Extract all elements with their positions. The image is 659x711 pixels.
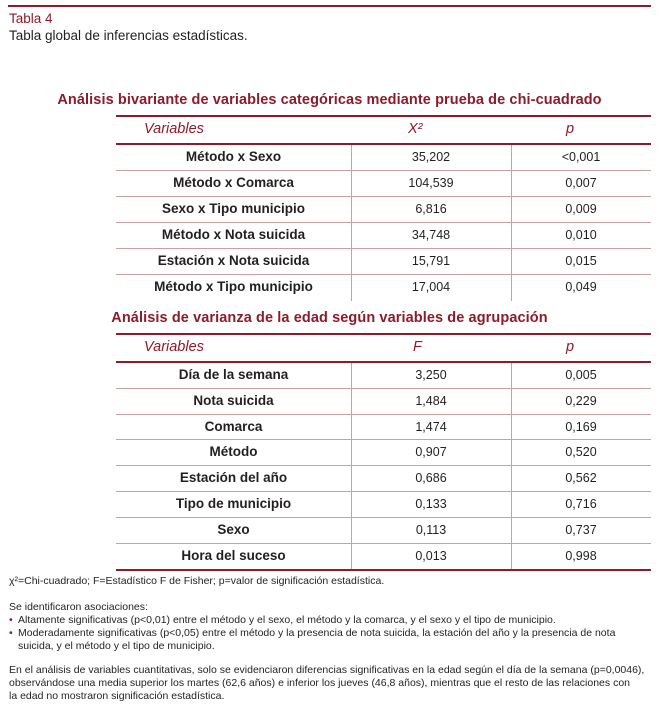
row-statistic: 34,748	[411, 228, 451, 242]
table-row	[116, 145, 651, 171]
row-statistic: 1,474	[415, 419, 447, 434]
row-statistic: 0,133	[415, 497, 447, 511]
table-row	[116, 197, 651, 223]
section2-header-variables: Variables	[144, 339, 204, 355]
row-variable: Sexo	[217, 521, 250, 537]
section1-header-p: p	[566, 121, 575, 137]
row-statistic: 104,539	[408, 176, 454, 190]
row-p-value: 0,562	[565, 471, 597, 486]
table-row	[116, 249, 651, 275]
final-paragraph-line-1: En el análisis de variables cuantitativas, solo se evidenciaron diferencias significativas en la edad según el día de la semana (p=0,0046),	[9, 664, 645, 676]
row-p-value: 0,229	[565, 393, 597, 408]
bullet-dot-icon: •	[9, 614, 13, 626]
section1-title: Análisis bivariante de variables categóricas mediante prueba de chi-cuadrado	[57, 92, 602, 108]
footnote-legend: χ²=Chi-cuadrado; F=Estadístico F de Fisher; p=valor de significación estadística.	[9, 575, 385, 587]
row-p-value: 0,520	[565, 445, 597, 460]
footnote-bullet-2-text-a: Moderadamente significativas (p<0,05) entre el método y la presencia de nota suicida, la estación del año y la presencia de nota	[18, 627, 616, 639]
final-paragraph-line-2: observándose una media superior los martes (62,6 años) e inferior los jueves (46,8 años), mientras que el resto de las relaciones con	[9, 677, 630, 689]
final-paragraph-line-3: la edad no mostraron significación estadística.	[9, 690, 225, 702]
footnote-intro: Se identificaron asociaciones:	[9, 601, 148, 613]
row-p-value: 0,010	[565, 228, 597, 242]
table-row	[116, 415, 651, 441]
section2-bottom-rule	[116, 569, 651, 571]
table-row	[116, 518, 651, 544]
footnote-bullet-2-text-b: suicida, y el método y el tipo de municipio.	[18, 640, 215, 652]
row-p-value: 0,049	[565, 280, 597, 294]
row-variable: Comarca	[204, 418, 263, 434]
top-rule	[8, 5, 651, 7]
section1-top-rule	[116, 115, 651, 117]
row-statistic: 0,013	[415, 548, 447, 563]
footnote-bullet-1-text: Altamente significativas (p<0,01) entre el método y el sexo, el método y la comarca, y el sexo y el tipo de municipio.	[18, 614, 556, 626]
table-title: Tabla global de inferencias estadísticas.	[9, 28, 248, 43]
row-variable: Sexo x Tipo municipio	[161, 201, 306, 216]
section2-header	[116, 336, 651, 360]
section1-header	[116, 118, 651, 142]
table-row	[116, 492, 651, 518]
section2-header-p: p	[566, 339, 575, 355]
row-p-value: 0,998	[565, 548, 597, 563]
row-variable: Nota suicida	[193, 392, 274, 408]
bullet-dot-icon: •	[9, 627, 13, 639]
row-p-value: 0,169	[565, 419, 597, 434]
row-variable: Método x Tipo municipio	[154, 279, 313, 294]
table-row	[116, 389, 651, 415]
section2-header-stat: F	[413, 339, 422, 355]
section1-header-variables: Variables	[144, 121, 204, 137]
table-row	[116, 466, 651, 492]
row-variable: Tipo de municipio	[175, 496, 292, 511]
section2-title: Análisis de varianza de la edad según variables de agrupación	[111, 310, 548, 326]
row-p-value: <0,001	[561, 150, 601, 164]
row-variable: Día de la semana	[178, 367, 289, 382]
section1-header-stat: X²	[408, 121, 423, 137]
table-label: Tabla 4	[9, 11, 53, 26]
row-p-value: 0,005	[565, 368, 597, 382]
row-variable: Método x Nota suicida	[161, 227, 306, 242]
row-statistic: 0,686	[415, 471, 447, 486]
row-p-value: 0,737	[565, 522, 597, 537]
row-variable: Hora del suceso	[181, 547, 286, 563]
table-row	[116, 223, 651, 249]
row-statistic: 3,250	[415, 368, 447, 382]
row-p-value: 0,009	[565, 202, 597, 216]
row-variable: Método x Comarca	[173, 175, 294, 190]
table-row	[116, 363, 651, 389]
row-statistic: 0,907	[415, 445, 447, 460]
table-row	[116, 275, 651, 301]
table-row	[116, 544, 651, 570]
row-p-value: 0,007	[565, 176, 597, 190]
row-statistic: 35,202	[411, 150, 451, 164]
row-p-value: 0,716	[565, 497, 597, 511]
row-statistic: 0,113	[415, 522, 447, 537]
table-row	[116, 440, 651, 466]
row-p-value: 0,015	[565, 254, 597, 268]
row-statistic: 1,484	[415, 393, 447, 408]
row-statistic: 17,004	[411, 280, 451, 294]
row-variable: Estación del año	[179, 470, 288, 486]
row-variable: Método x Sexo	[185, 149, 282, 164]
row-statistic: 15,791	[411, 254, 451, 268]
row-statistic: 6,816	[415, 202, 447, 216]
row-variable: Estación x Nota suicida	[157, 253, 310, 268]
row-variable: Método	[209, 444, 258, 460]
section2-top-rule	[116, 333, 651, 335]
table-row	[116, 171, 651, 197]
